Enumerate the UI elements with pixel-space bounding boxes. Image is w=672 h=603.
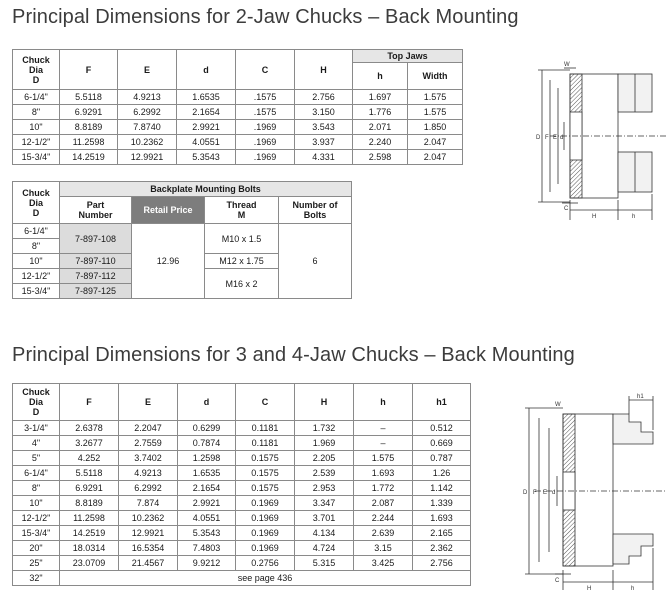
backplate-bolts-table (12, 181, 352, 299)
chuck-size-cell: 4" (13, 436, 60, 451)
table-cell: .1575 (236, 90, 295, 105)
table-cell: 0.1575 (236, 481, 295, 496)
table-cell: 14.2519 (60, 150, 118, 165)
table-cell: 1.732 (295, 421, 354, 436)
table-cell: 2.165 (413, 526, 471, 541)
col-F-header: F (60, 384, 119, 421)
col-F-header: F (60, 50, 118, 90)
table-cell: 2.7559 (119, 436, 178, 451)
top-jaws-header: Top Jaws (353, 50, 463, 63)
table-cell: 0.7874 (178, 436, 236, 451)
label-H: H (592, 214, 597, 220)
part-number-cell: 7-897-108 (60, 224, 132, 254)
table-cell: 2.598 (353, 150, 408, 165)
table-row (13, 135, 463, 150)
table-cell: 10.2362 (119, 511, 178, 526)
table-cell: 12.9921 (119, 526, 178, 541)
table-cell: 5.3543 (178, 526, 236, 541)
table-cell: 1.575 (408, 90, 463, 105)
chuck-size-cell: 3-1/4" (13, 421, 60, 436)
table-cell: 4.9213 (119, 466, 178, 481)
col-C-header: C (236, 384, 295, 421)
table-cell: 6.2992 (119, 481, 178, 496)
label-W: W (555, 402, 561, 408)
backplate-group-header: Backplate Mounting Bolts (60, 182, 352, 197)
table-cell: 1.850 (408, 120, 463, 135)
number-of-bolts-header: Number of Bolts (279, 197, 352, 224)
chuck-size-cell: 12-1/2" (13, 135, 60, 150)
chuck-size-cell: 6-1/4" (13, 466, 60, 481)
table-cell: 2.6378 (60, 421, 119, 436)
label-h: h (631, 586, 635, 592)
chuck-size-cell: 5" (13, 451, 60, 466)
table-cell: 2.240 (353, 135, 408, 150)
label-D: D (536, 135, 541, 141)
two-jaw-chuck-diagram (520, 60, 670, 228)
table-cell: 2.2047 (119, 421, 178, 436)
label-F: F (545, 135, 549, 141)
table-cell: 0.669 (413, 436, 471, 451)
table-cell: – (354, 421, 413, 436)
table-cell: 0.1969 (236, 511, 295, 526)
three-four-jaw-table-body (13, 421, 471, 586)
table-cell: 14.2519 (60, 526, 119, 541)
table-cell: 2.087 (354, 496, 413, 511)
table-cell: 1.6535 (178, 466, 236, 481)
table-cell: 12.9921 (118, 150, 177, 165)
table-cell: 3.2677 (60, 436, 119, 451)
label-d: d (552, 490, 556, 496)
table-row (13, 150, 463, 165)
table-row (13, 451, 471, 466)
table-cell: 1.339 (413, 496, 471, 511)
table-cell: 9.9212 (178, 556, 236, 571)
table-cell: 4.724 (295, 541, 354, 556)
col-h-header: h (354, 384, 413, 421)
col-h-header: h (353, 63, 408, 90)
table-cell: 2.1654 (178, 481, 236, 496)
table-row (13, 556, 471, 571)
col-d-header: d (177, 50, 236, 90)
thread-cell: M10 x 1.5 (205, 224, 279, 254)
three-four-jaw-chuck-diagram (505, 392, 670, 597)
table-cell: 2.047 (408, 135, 463, 150)
chuck-size-cell: 25" (13, 556, 60, 571)
chuck-size-cell: 8" (13, 105, 60, 120)
bp-size-cell: 15-3/4" (13, 284, 60, 299)
col-H-header: H (295, 50, 353, 90)
label-F: F (533, 490, 537, 496)
table-row (13, 105, 463, 120)
part-number-cell: 7-897-125 (60, 284, 132, 299)
table-cell: 1.575 (408, 105, 463, 120)
table-cell: 2.362 (413, 541, 471, 556)
table-row (13, 436, 471, 451)
table-cell: 0.1969 (236, 541, 295, 556)
retail-price-cell: 12.96 (132, 224, 205, 299)
bp-size-cell: 12-1/2" (13, 269, 60, 284)
col-E-header: E (119, 384, 178, 421)
chuck-size-cell: 10" (13, 120, 60, 135)
table-row (13, 421, 471, 436)
retail-price-header: Retail Price (132, 197, 205, 224)
table-cell: – (354, 436, 413, 451)
thread-header: Thread M (205, 197, 279, 224)
table-row (13, 120, 463, 135)
two-jaw-table-body (13, 90, 463, 165)
label-h: h (632, 214, 636, 220)
table-cell: 7.4803 (178, 541, 236, 556)
table-cell: 1.142 (413, 481, 471, 496)
table-row (13, 496, 471, 511)
table-cell: 21.4567 (119, 556, 178, 571)
table-cell: 4.9213 (118, 90, 177, 105)
table-row (13, 466, 471, 481)
table-cell: 3.15 (354, 541, 413, 556)
label-E: E (553, 135, 558, 141)
table-cell: 2.953 (295, 481, 354, 496)
table-cell: 5.3543 (177, 150, 236, 165)
table-cell: 4.331 (295, 150, 353, 165)
table-cell: 23.0709 (60, 556, 119, 571)
chuck-size-cell: 15-3/4" (13, 526, 60, 541)
table-cell: 4.252 (60, 451, 119, 466)
col-H-header: H (295, 384, 354, 421)
table-cell: 2.9921 (178, 496, 236, 511)
table-cell: 3.701 (295, 511, 354, 526)
table-cell: 4.134 (295, 526, 354, 541)
table-row (13, 541, 471, 556)
col-d-header: d (178, 384, 236, 421)
table-cell: 1.6535 (177, 90, 236, 105)
table-row (13, 90, 463, 105)
table-cell: 6.9291 (60, 105, 118, 120)
table-cell: 0.6299 (178, 421, 236, 436)
table-cell: 0.1181 (236, 421, 295, 436)
table-cell: 2.9921 (177, 120, 236, 135)
table-cell: 0.1575 (236, 451, 295, 466)
table-cell: 2.539 (295, 466, 354, 481)
number-of-bolts-cell: 6 (279, 224, 352, 299)
bp-size-cell: 6-1/4" (13, 224, 60, 239)
thread-cell: M16 x 2 (205, 269, 279, 299)
table-cell: 1.693 (354, 466, 413, 481)
chuck-size-cell: 32" (13, 571, 60, 586)
label-C: C (564, 206, 569, 212)
chuck-size-cell: 8" (13, 481, 60, 496)
table-cell: 0.1575 (236, 466, 295, 481)
table-cell: 1.772 (354, 481, 413, 496)
table-cell: 1.776 (353, 105, 408, 120)
bp-size-cell: 10" (13, 254, 60, 269)
table-cell: 3.347 (295, 496, 354, 511)
table-cell: .1969 (236, 120, 295, 135)
table-cell: 10.2362 (118, 135, 177, 150)
table-cell: 18.0314 (60, 541, 119, 556)
table-cell: 5.315 (295, 556, 354, 571)
thread-cell: M12 x 1.75 (205, 254, 279, 269)
col-E-header: E (118, 50, 177, 90)
chuck-dia-header: Chuck Dia D (13, 50, 60, 90)
table-cell: 1.575 (354, 451, 413, 466)
table-cell: 2.639 (354, 526, 413, 541)
table-cell: 6.2992 (118, 105, 177, 120)
table-cell: 1.697 (353, 90, 408, 105)
label-H: H (587, 586, 592, 592)
label-C: C (555, 578, 560, 584)
section1-title: Principal Dimensions for 2-Jaw Chucks – Back Mounting (12, 6, 519, 28)
col-width-header: Width (408, 63, 463, 90)
table-cell: 0.787 (413, 451, 471, 466)
table-cell: 4.0551 (178, 511, 236, 526)
table-cell: 0.1969 (236, 526, 295, 541)
label-W: W (564, 62, 570, 68)
table-cell: 2.244 (354, 511, 413, 526)
see-page-note: see page 436 (60, 571, 471, 586)
table-cell: 5.5118 (60, 90, 118, 105)
table-cell: 11.2598 (60, 135, 118, 150)
table-row (13, 526, 471, 541)
label-E: E (543, 490, 548, 496)
part-number-cell: 7-897-110 (60, 254, 132, 269)
table-cell: 0.1181 (236, 436, 295, 451)
table-cell: 0.1969 (236, 496, 295, 511)
bp-size-cell: 8" (13, 239, 60, 254)
table-cell: 2.756 (295, 90, 353, 105)
chuck-size-cell: 10" (13, 496, 60, 511)
bp-chuck-dia-header: Chuck Dia D (13, 182, 60, 224)
table-cell: 8.8189 (60, 120, 118, 135)
part-number-cell: 7-897-112 (60, 269, 132, 284)
table-cell: 3.937 (295, 135, 353, 150)
chuck-dia-header: Chuck Dia D (13, 384, 60, 421)
chuck-size-cell: 20" (13, 541, 60, 556)
table-cell: 3.7402 (119, 451, 178, 466)
table-cell: 1.969 (295, 436, 354, 451)
label-D: D (523, 490, 528, 496)
table-cell: 3.150 (295, 105, 353, 120)
table-cell: 2.205 (295, 451, 354, 466)
table-cell: 6.9291 (60, 481, 119, 496)
table-cell: 2.071 (353, 120, 408, 135)
table-cell: 1.2598 (178, 451, 236, 466)
table-row (13, 511, 471, 526)
three-four-jaw-dimensions-table (12, 383, 471, 586)
chuck-size-cell: 6-1/4" (13, 90, 60, 105)
table-cell: 1.693 (413, 511, 471, 526)
col-C-header: C (236, 50, 295, 90)
table-cell: 1.26 (413, 466, 471, 481)
chuck-size-cell: 12-1/2" (13, 511, 60, 526)
two-jaw-dimensions-table (12, 49, 463, 165)
table-cell: 4.0551 (177, 135, 236, 150)
table-cell: 2.756 (413, 556, 471, 571)
table-cell: 3.425 (354, 556, 413, 571)
table-cell: .1969 (236, 135, 295, 150)
col-h1-header: h1 (413, 384, 471, 421)
section2-title: Principal Dimensions for 3 and 4-Jaw Chucks – Back Mounting (12, 344, 575, 366)
table-cell: .1969 (236, 150, 295, 165)
label-h1: h1 (637, 394, 644, 400)
table-row (13, 481, 471, 496)
chuck-size-cell: 15-3/4" (13, 150, 60, 165)
label-d: d (560, 135, 564, 141)
table-cell: 8.8189 (60, 496, 119, 511)
table-row (13, 571, 471, 586)
table-cell: 7.874 (119, 496, 178, 511)
part-number-header: Part Number (60, 197, 132, 224)
table-cell: 0.512 (413, 421, 471, 436)
table-cell: 11.2598 (60, 511, 119, 526)
table-cell: .1575 (236, 105, 295, 120)
table-cell: 0.2756 (236, 556, 295, 571)
table-cell: 5.5118 (60, 466, 119, 481)
table-cell: 2.047 (408, 150, 463, 165)
table-cell: 2.1654 (177, 105, 236, 120)
table-cell: 3.543 (295, 120, 353, 135)
table-cell: 16.5354 (119, 541, 178, 556)
table-cell: 7.8740 (118, 120, 177, 135)
